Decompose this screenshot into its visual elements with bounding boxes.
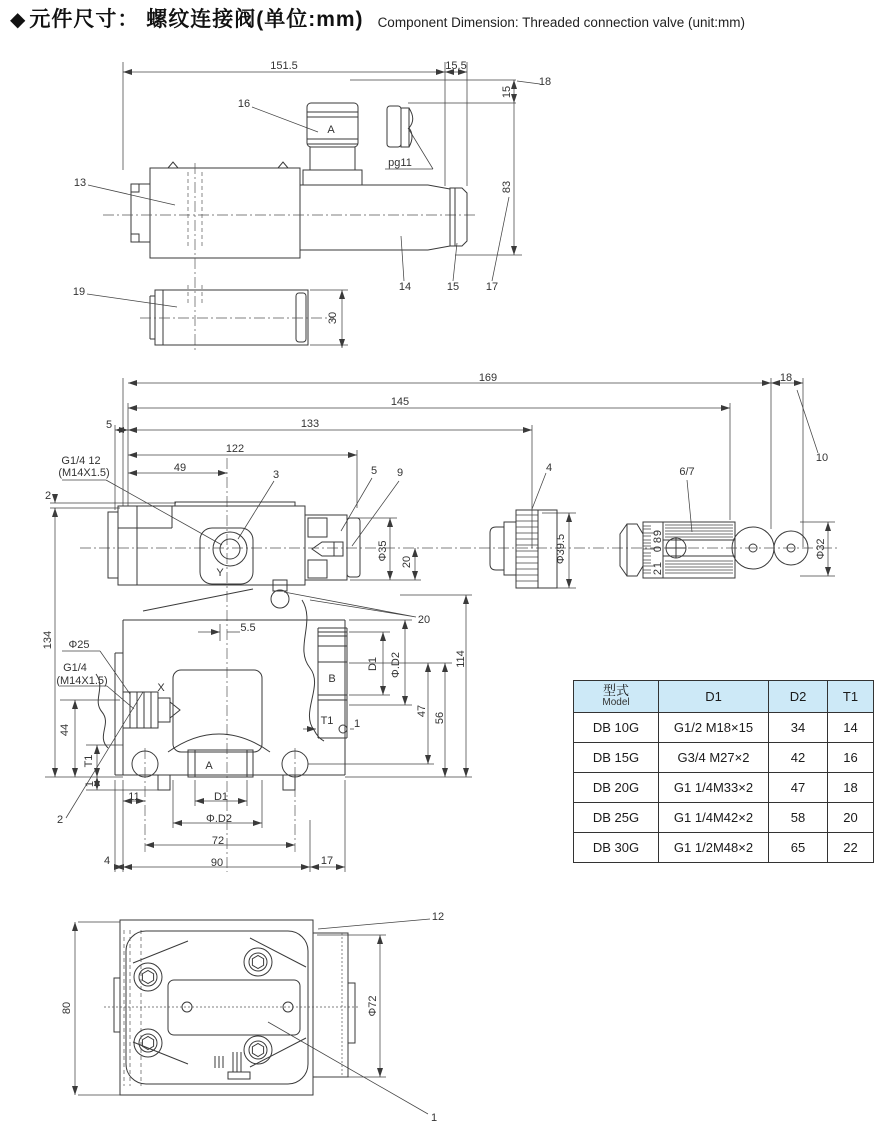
label-dim-83: 83 — [500, 180, 513, 194]
label-dim-d35: Φ35 — [376, 540, 389, 562]
label-thread-m14b: (M14X1.5) — [56, 674, 108, 687]
label-item-2: 2 — [56, 813, 64, 826]
table-cell: G1 1/4M33×2 — [659, 773, 769, 803]
title-chinese: 元件尺寸： 螺纹连接阀(单位:mm) — [29, 8, 364, 31]
label-dim-47: 47 — [415, 704, 428, 718]
label-dim-44: 44 — [58, 723, 71, 737]
table-row — [574, 743, 874, 773]
label-dim-2a: 2 — [44, 489, 52, 502]
table-cell: DB 25G — [574, 803, 659, 833]
label-item-14: 14 — [398, 280, 412, 293]
table-cell: 65 — [769, 833, 828, 863]
table-cell: G1 1/4M42×2 — [659, 803, 769, 833]
label-port-x: X — [157, 681, 165, 694]
label-dim-18b: 18 — [779, 371, 793, 384]
label-dial-1: 1 — [651, 561, 664, 569]
label-item-4: 4 — [545, 461, 553, 474]
table-cell: G1 1/2M48×2 — [659, 833, 769, 863]
label-item-19: 19 — [72, 285, 86, 298]
label-dim-d39-5: Φ39.5 — [554, 533, 567, 565]
label-thread-m14a: (M14X1.5) — [58, 466, 110, 479]
label-item-9: 9 — [396, 466, 404, 479]
table-cell: DB 10G — [574, 713, 659, 743]
table-header-col-2: D2 — [769, 681, 828, 713]
label-item-18: 18 — [538, 75, 552, 88]
label-dim-114: 114 — [454, 650, 467, 668]
diamond-bullet-icon: ◆ — [10, 9, 26, 32]
label-dim-133: 133 — [300, 417, 320, 430]
table-cell: 20 — [828, 803, 874, 833]
view-solenoid-side — [87, 59, 540, 352]
label-thread-g14-12: G1/4 12 — [61, 454, 101, 467]
label-dim-20a: 20 — [400, 555, 413, 569]
table-cell: G1/2 M18×15 — [659, 713, 769, 743]
label-dim-17b: 17 — [320, 854, 334, 867]
label-item-6-7: 6/7 — [679, 465, 695, 478]
table-cell: 16 — [828, 743, 874, 773]
label-dim-d32: Φ32 — [814, 538, 827, 560]
labels-bottom-view — [61, 911, 444, 1124]
label-dim-5a: 5 — [105, 418, 113, 431]
label-item-20b: 20 — [417, 613, 431, 626]
label-item-1: 1 — [430, 1111, 438, 1124]
label-dim-5-5: 5.5 — [240, 621, 256, 634]
label-dim-169: 169 — [478, 371, 498, 384]
table-header-col-1: D1 — [659, 681, 769, 713]
table-cell: 18 — [828, 773, 874, 803]
label-dim-122: 122 — [225, 442, 245, 455]
label-port-b: B — [328, 672, 336, 685]
label-port-y: Y — [216, 566, 224, 579]
label-item-13: 13 — [73, 176, 87, 189]
label-item-16: 16 — [237, 97, 251, 110]
labels-top-view — [73, 60, 551, 324]
label-dial-8: 8 — [651, 536, 664, 544]
table-row — [574, 773, 874, 803]
label-item-12: 12 — [431, 910, 445, 923]
label-dim-1-l: 1 — [83, 780, 96, 788]
label-dim-134: 134 — [41, 630, 54, 650]
mounting-bolts — [134, 948, 272, 1064]
label-dim-dd2-r: Φ.D2 — [389, 652, 402, 678]
table-cell: G3/4 M27×2 — [659, 743, 769, 773]
model-spec-table — [573, 680, 874, 863]
table-cell: 47 — [769, 773, 828, 803]
label-port-a-body: A — [205, 759, 213, 772]
label-dim-151-5: 151.5 — [270, 59, 298, 72]
table-cell: DB 30G — [574, 833, 659, 863]
table-cell: 14 — [828, 713, 874, 743]
label-dim-56: 56 — [433, 711, 446, 725]
label-item-5: 5 — [370, 464, 378, 477]
table-cell: 58 — [769, 803, 828, 833]
label-dim-30: 30 — [326, 311, 339, 325]
title-english: Component Dimension: Threaded connection valve (unit:mm) — [377, 15, 745, 31]
label-port-a-coil: A — [327, 123, 335, 136]
label-dial-9: 9 — [651, 529, 664, 537]
label-dim-1-b: 1 — [353, 717, 361, 730]
table-row — [574, 833, 874, 863]
label-label-pg11: pg11 — [388, 156, 412, 169]
table-cell: 22 — [828, 833, 874, 863]
label-dial-2: 2 — [651, 568, 664, 576]
label-item-15: 15 — [446, 280, 460, 293]
label-dim-d72: Φ72 — [366, 995, 379, 1017]
table-header-row — [574, 681, 874, 713]
label-dim-90: 90 — [210, 856, 224, 869]
label-dim-4b: 4 — [103, 854, 111, 867]
table-row — [574, 713, 874, 743]
label-dim-15-v: 15 — [500, 85, 513, 99]
label-dim-d1-r: D1 — [366, 656, 379, 672]
label-dim-49: 49 — [173, 461, 187, 474]
table-header-col-0: 型式 Model — [574, 681, 659, 713]
label-dim-d1-b: D1 — [213, 790, 229, 803]
label-dim-11: 11 — [128, 790, 140, 803]
label-dim-80: 80 — [60, 1001, 73, 1015]
table-row — [574, 803, 874, 833]
table-cell: 34 — [769, 713, 828, 743]
table-cell: 42 — [769, 743, 828, 773]
label-dim-t1-b: T1 — [320, 714, 334, 727]
label-dim-145: 145 — [390, 395, 410, 408]
label-item-10: 10 — [815, 451, 829, 464]
label-dim-15-5: 15.5 — [445, 59, 467, 72]
label-dim-72: 72 — [211, 834, 225, 847]
label-thread-g14b: G1/4 — [63, 661, 87, 674]
label-dim-t1-l: T1 — [82, 754, 95, 768]
table-cell: DB 15G — [574, 743, 659, 773]
table-header-col-3: T1 — [828, 681, 874, 713]
label-item-17: 17 — [485, 280, 499, 293]
label-dim-d25: Φ25 — [68, 638, 90, 651]
table-cell: DB 20G — [574, 773, 659, 803]
label-dial-0: 0 — [651, 545, 664, 553]
label-item-3: 3 — [272, 468, 280, 481]
label-dim-dd2-b: Φ.D2 — [206, 812, 232, 825]
